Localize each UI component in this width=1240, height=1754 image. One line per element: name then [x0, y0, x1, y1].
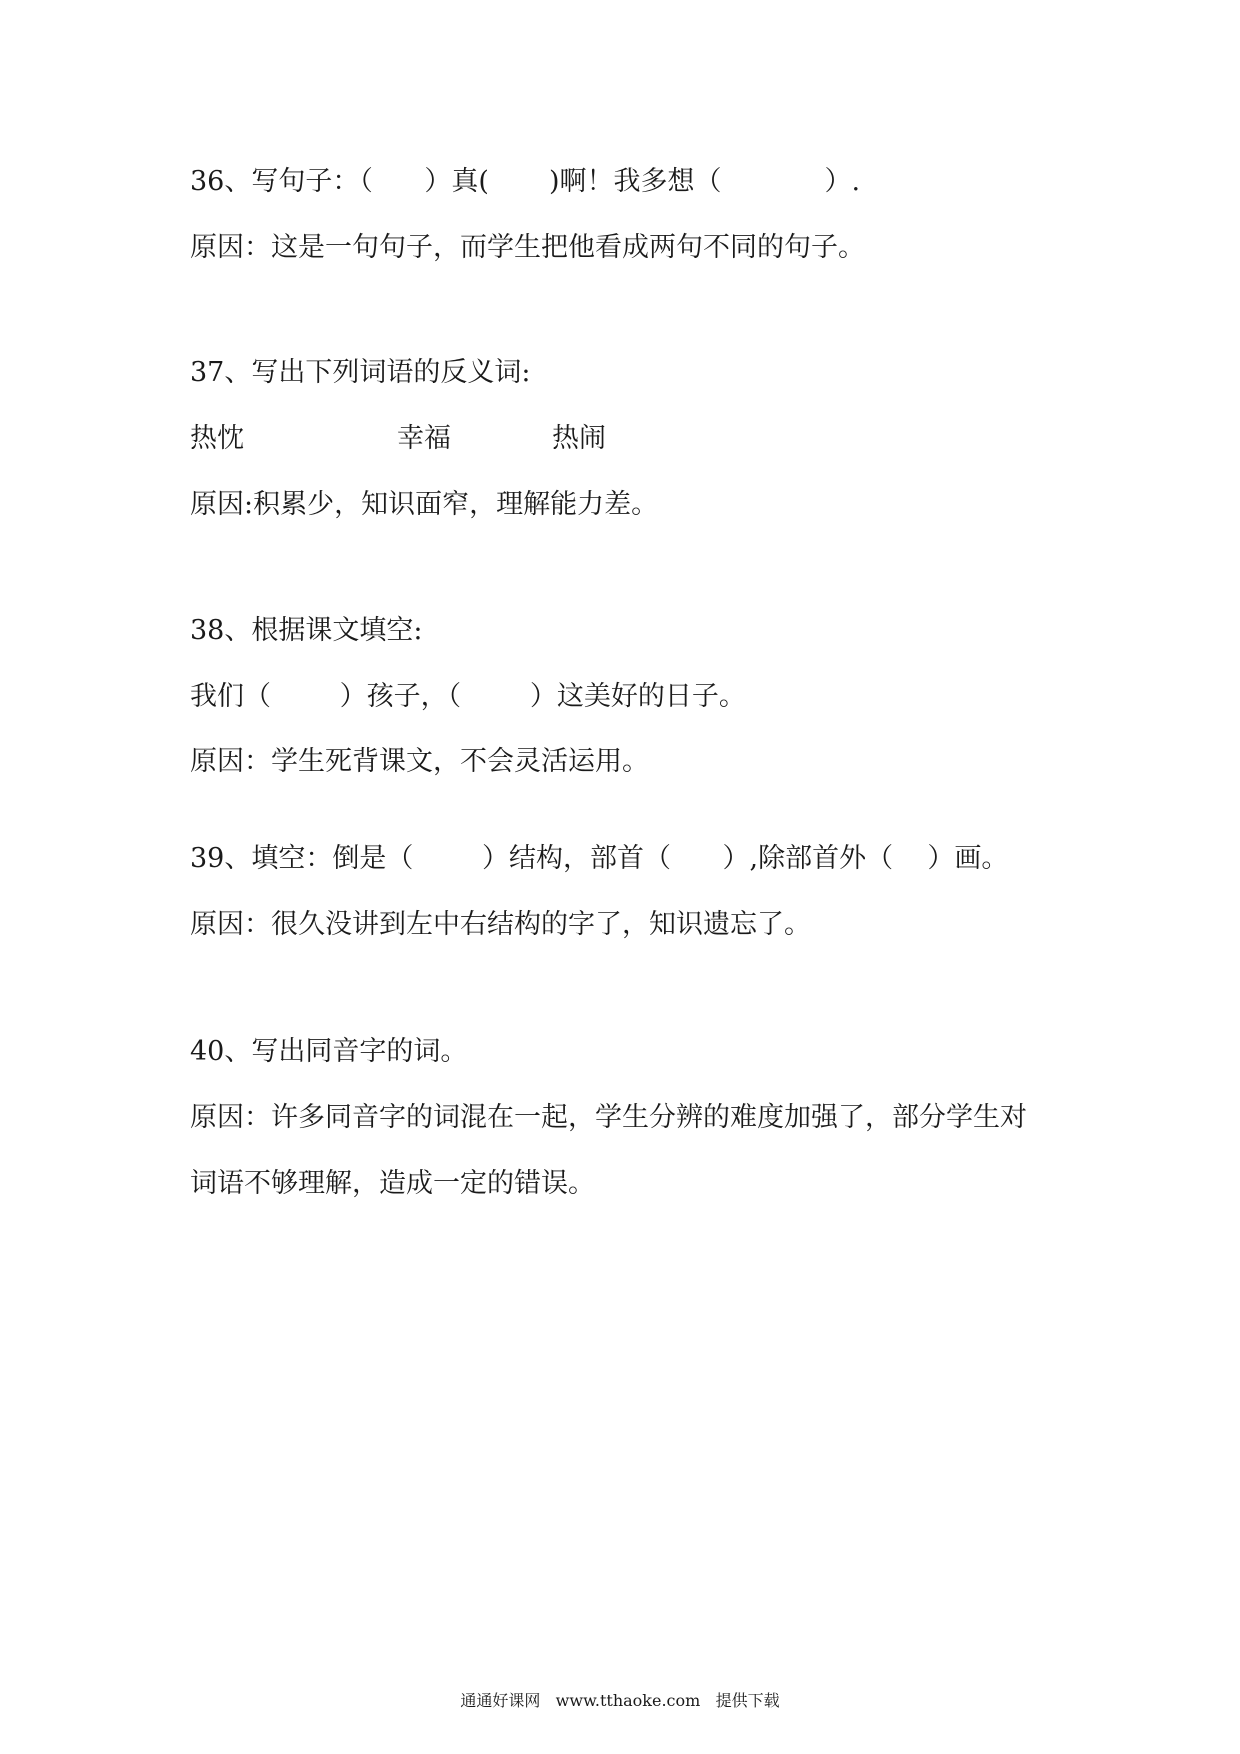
question-37: 37、写出下列词语的反义词: — [190, 357, 531, 388]
question-36: 36、写句子：（ ）真( )啊！我多想（ ）. — [190, 166, 861, 197]
antonym-word-2: 幸福 — [397, 423, 451, 454]
reason-39: 原因：很久没讲到左中右结构的字了，知识遗忘了。 — [190, 909, 811, 940]
question-40: 40、写出同音字的词。 — [190, 1036, 468, 1067]
question-39: 39、填空：倒是（ ）结构，部首（ ）,除部首外（ ）画。 — [190, 843, 1009, 874]
reason-36: 原因：这是一句句子，而学生把他看成两句不同的句子。 — [190, 232, 865, 263]
reason-40-line-1: 原因：许多同音字的词混在一起，学生分辨的难度加强了，部分学生对 — [190, 1102, 1027, 1133]
fill-blank-line-38: 我们（ ）孩子，（ ）这美好的日子。 — [190, 681, 746, 712]
page-footer: 通通好课网 www.tthaoke.com 提供下载 — [460, 1691, 780, 1710]
reason-40-line-2: 词语不够理解，造成一定的错误。 — [190, 1168, 595, 1199]
antonym-word-3: 热闹 — [552, 423, 606, 454]
reason-38: 原因：学生死背课文，不会灵活运用。 — [190, 746, 649, 777]
antonym-word-1: 热忱 — [190, 423, 244, 454]
question-38: 38、根据课文填空: — [190, 615, 423, 646]
reason-37: 原因:积累少，知识面窄，理解能力差。 — [190, 489, 659, 520]
